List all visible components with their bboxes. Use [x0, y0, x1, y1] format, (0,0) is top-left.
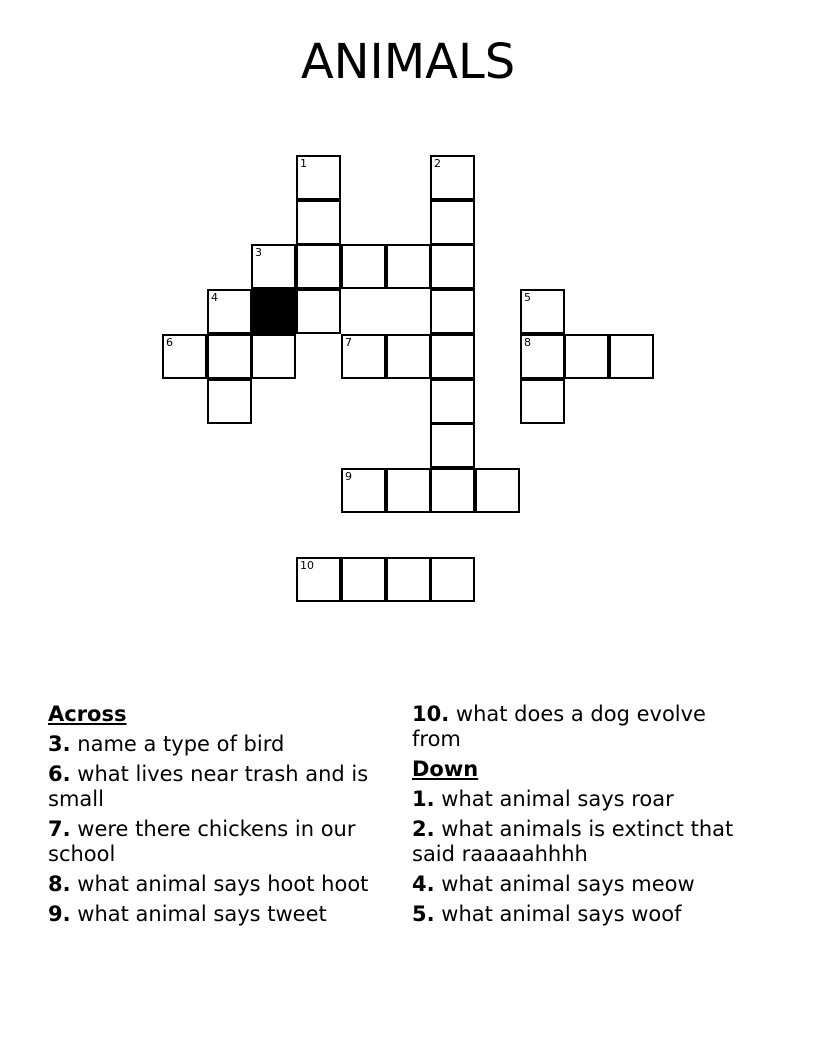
- grid-cell[interactable]: [296, 289, 341, 334]
- black-cell: [251, 289, 296, 334]
- grid-cell[interactable]: [386, 244, 431, 289]
- grid-cell[interactable]: [430, 334, 475, 379]
- grid-cell[interactable]: [520, 289, 565, 334]
- across-heading: Across: [48, 702, 127, 726]
- grid-cell[interactable]: [430, 557, 475, 602]
- clue-down-2: 2. what animals is extinct that said raaaaahhhh: [412, 817, 734, 866]
- clue-number: 10: [300, 559, 314, 572]
- grid-cell[interactable]: [251, 334, 296, 379]
- clue-number: 3: [255, 246, 262, 259]
- grid-cell[interactable]: [251, 244, 296, 289]
- clue-across-8: 8. what animal says hoot hoot: [48, 872, 369, 896]
- clue-number: 6: [166, 336, 173, 349]
- grid-cell[interactable]: [341, 468, 386, 513]
- grid-cell[interactable]: [341, 557, 386, 602]
- grid-cell[interactable]: [430, 379, 475, 424]
- grid-cell[interactable]: [520, 379, 565, 424]
- grid-cell[interactable]: [430, 200, 475, 245]
- clue-across-6: 6. what lives near trash and is small: [48, 762, 369, 811]
- grid-cell[interactable]: [430, 289, 475, 334]
- grid-cell[interactable]: [296, 155, 341, 200]
- grid-cell[interactable]: [207, 379, 252, 424]
- clue-down-1: 1. what animal says roar: [412, 787, 674, 811]
- clue-across-10: 10. what does a dog evolve from: [412, 702, 706, 751]
- grid-cell[interactable]: [207, 334, 252, 379]
- clue-number: 2: [434, 157, 441, 170]
- clue-number: 1: [300, 157, 307, 170]
- grid-cell[interactable]: [430, 244, 475, 289]
- grid-cell[interactable]: [207, 289, 252, 334]
- clues-left-column: [48, 702, 388, 932]
- grid-cell[interactable]: [386, 557, 431, 602]
- grid-cell[interactable]: [564, 334, 609, 379]
- clue-down-4: 4. what animal says meow: [412, 872, 695, 896]
- grid-cell[interactable]: [296, 557, 341, 602]
- grid-cell[interactable]: [162, 334, 207, 379]
- clue-across-9: 9. what animal says tweet: [48, 902, 327, 926]
- grid-cell[interactable]: [430, 468, 475, 513]
- grid-cell[interactable]: [386, 468, 431, 513]
- clue-number: 5: [524, 291, 531, 304]
- clue-number: 9: [345, 470, 352, 483]
- clue-number: 8: [524, 336, 531, 349]
- grid-cell[interactable]: [341, 244, 386, 289]
- down-heading: Down: [412, 757, 479, 781]
- clues-right-column: [412, 702, 752, 932]
- grid-cell[interactable]: [296, 200, 341, 245]
- grid-cell[interactable]: [430, 155, 475, 200]
- clue-number: 7: [345, 336, 352, 349]
- clue-number: 4: [211, 291, 218, 304]
- clue-across-7: 7. were there chickens in our school: [48, 817, 356, 866]
- grid-cell[interactable]: [609, 334, 654, 379]
- grid-cell[interactable]: [475, 468, 520, 513]
- grid-cell[interactable]: [296, 244, 341, 289]
- page-title: ANIMALS: [300, 34, 516, 90]
- grid-cell[interactable]: [520, 334, 565, 379]
- clue-across-3: 3. name a type of bird: [48, 732, 285, 756]
- grid-cell[interactable]: [341, 334, 386, 379]
- grid-cell[interactable]: [430, 423, 475, 468]
- grid-cell[interactable]: [386, 334, 431, 379]
- clue-down-5: 5. what animal says woof: [412, 902, 682, 926]
